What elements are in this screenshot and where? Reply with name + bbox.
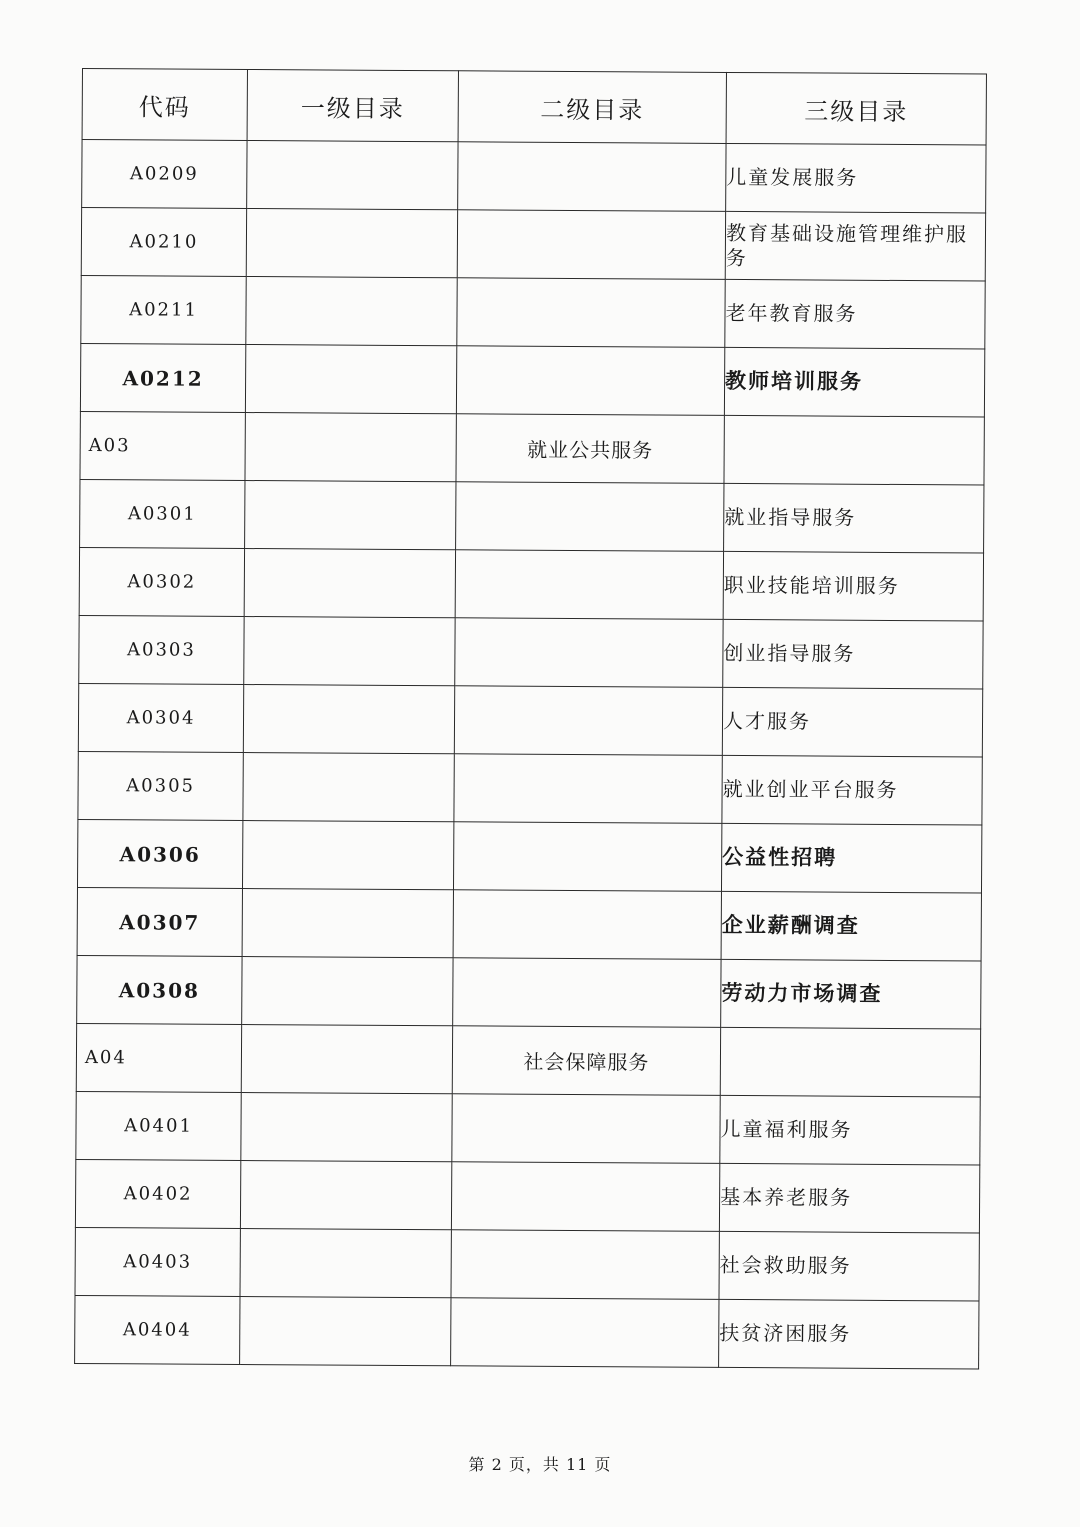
cell-level3: 社会救助服务 [719,1231,979,1301]
page-footer: 第 2 页，共 11 页 [468,1455,612,1474]
cell-level2: 就业公共服务 [456,414,724,484]
cell-level2 [456,482,724,552]
cell-code: A0301 [80,479,245,548]
cell-level1 [244,617,455,686]
cell-code: A0304 [78,683,243,752]
cell-level3: 人才服务 [722,687,982,757]
cell-level2 [455,550,723,620]
cell-level1 [242,956,453,1025]
cell-level1 [242,820,453,889]
cell-level1 [244,549,455,618]
cell-level1 [242,888,453,957]
cell-code: A0303 [79,615,244,684]
cell-level3: 就业指导服务 [724,483,984,553]
cell-level3: 教育基础设施管理维护服务 [725,211,985,281]
cell-level1 [245,413,456,482]
cell-code: A0403 [75,1227,240,1296]
cell-level3 [720,1027,980,1097]
cell-code: A0212 [80,343,245,412]
table-row [82,140,986,214]
catalog-table [74,68,987,1370]
table-row [76,1023,980,1097]
table-row [80,479,984,553]
table-row [75,1227,979,1301]
cell-code: A0401 [76,1091,241,1160]
cell-level1 [247,141,458,210]
header-code: 代码 [82,69,247,141]
cell-level1 [245,345,456,414]
cell-code: A0404 [75,1295,240,1364]
table-row [77,819,981,893]
cell-code: A0210 [81,208,246,277]
cell-code: A03 [80,411,245,480]
table-row [77,887,981,961]
cell-level2 [457,210,725,280]
cell-code: A0306 [77,819,242,888]
header-level2: 二级目录 [458,71,726,144]
table-row [76,1091,980,1165]
cell-level1 [241,1024,452,1093]
cell-level3: 老年教育服务 [725,279,985,349]
cell-level2 [453,890,721,960]
cell-level3: 教师培训服务 [724,347,984,417]
cell-code: A0305 [78,751,243,820]
cell-level3: 公益性招聘 [721,823,981,893]
header-level3: 三级目录 [726,72,986,145]
cell-level2 [453,958,721,1028]
table-row [75,1159,979,1233]
cell-code: A0308 [77,955,242,1024]
cell-level1 [243,684,454,753]
table-row [78,683,982,757]
table-row [79,547,983,621]
cell-level3: 儿童福利服务 [720,1095,980,1165]
cell-level2 [452,1094,720,1164]
cell-code: A04 [76,1023,241,1092]
table-row [78,751,982,825]
cell-level2 [454,686,722,756]
table-body [75,140,986,1369]
table-row [77,955,981,1029]
cell-level1 [243,752,454,821]
cell-level1 [240,1160,451,1229]
cell-level2 [453,822,721,892]
cell-level1 [240,1228,451,1297]
cell-level3 [724,415,984,485]
cell-code: A0302 [79,547,244,616]
table-header-row [82,69,986,146]
cell-level3: 创业指导服务 [723,619,983,689]
cell-level2 [454,754,722,824]
cell-level3: 职业技能培训服务 [723,551,983,621]
cell-level2 [457,278,725,348]
table-row [79,615,983,689]
cell-code: A0402 [75,1159,240,1228]
table-row [80,343,984,417]
cell-level3: 就业创业平台服务 [722,755,982,825]
cell-level2 [451,1162,719,1232]
cell-level1 [245,481,456,550]
cell-level3: 基本养老服务 [719,1163,979,1233]
cell-level3: 扶贫济困服务 [719,1299,979,1369]
cell-code: A0209 [82,140,247,209]
cell-level2 [451,1298,719,1368]
cell-level1 [246,209,457,278]
table-row [81,275,985,349]
cell-level2: 社会保障服务 [452,1026,720,1096]
cell-level1 [240,1296,451,1365]
table-row [75,1295,979,1369]
table-row [80,411,984,485]
cell-level3: 企业薪酬调查 [721,891,981,961]
cell-level1 [241,1092,452,1161]
header-level1: 一级目录 [247,70,458,142]
cell-code: A0307 [77,887,242,956]
cell-level2 [456,346,724,416]
cell-level1 [246,277,457,346]
cell-level2 [458,142,726,212]
cell-level3: 劳动力市场调查 [721,959,981,1029]
cell-level3: 儿童发展服务 [726,143,986,213]
cell-code: A0211 [81,275,246,344]
table-row [81,208,985,282]
cell-level2 [455,618,723,688]
cell-level2 [451,1230,719,1300]
